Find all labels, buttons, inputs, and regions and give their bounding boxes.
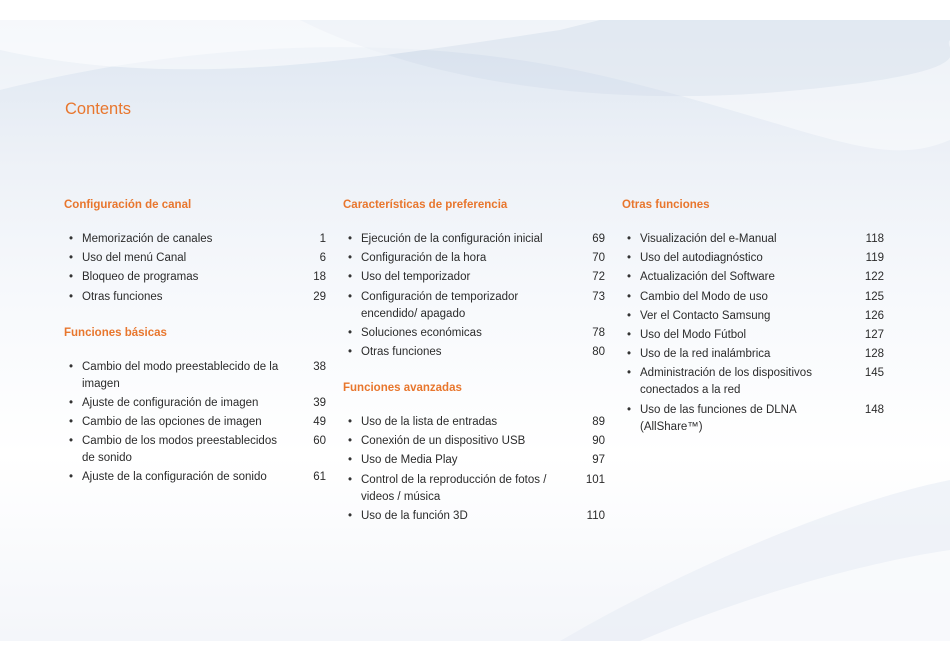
- toc-entry-label: Soluciones económicas: [361, 326, 482, 339]
- toc-entry-label: Configuración de la hora: [361, 252, 487, 265]
- section-heading: Funciones avanzadas: [343, 381, 462, 394]
- toc-entry-page: 1: [319, 233, 326, 245]
- toc-entry-page: 119: [865, 252, 884, 265]
- toc-entry[interactable]: [343, 250, 605, 267]
- toc-entry[interactable]: [343, 472, 605, 506]
- toc-entry-page: 118: [865, 233, 884, 245]
- toc-entry-page: 60: [313, 435, 326, 448]
- bullet-icon: •: [348, 415, 353, 428]
- toc-entry-label: Ver el Contacto Samsung: [640, 309, 771, 322]
- bullet-icon: •: [348, 509, 353, 522]
- toc-entry-page: 126: [864, 309, 884, 322]
- toc-entry[interactable]: [622, 346, 884, 363]
- toc-entry-label: Otras funciones: [361, 345, 442, 358]
- bullet-icon: •: [69, 360, 74, 373]
- bullet-icon: •: [69, 471, 74, 484]
- toc-list: [64, 231, 326, 306]
- toc-entry-label: Bloqueo de programas: [82, 271, 199, 284]
- toc-column-2: [343, 198, 605, 527]
- toc-entry-label: Cambio del Modo de uso: [640, 290, 768, 303]
- toc-entry[interactable]: [343, 508, 605, 525]
- toc-entry[interactable]: [64, 250, 326, 267]
- toc-entry[interactable]: [64, 469, 326, 486]
- bullet-icon: •: [348, 454, 353, 467]
- toc-section: [64, 198, 326, 306]
- toc-entry-page: 110: [586, 509, 605, 522]
- bullet-icon: •: [69, 271, 74, 284]
- toc-entry[interactable]: [64, 269, 326, 286]
- toc-entry[interactable]: [64, 395, 326, 412]
- bullet-icon: •: [69, 415, 74, 428]
- toc-entry[interactable]: [343, 231, 605, 248]
- toc-entry-page: 128: [864, 348, 884, 361]
- toc-entry[interactable]: [343, 433, 605, 450]
- toc-entry[interactable]: [622, 402, 884, 436]
- toc-list: [622, 231, 884, 436]
- toc-entry-label: Cambio de las opciones de imagen: [82, 415, 262, 428]
- toc-entry[interactable]: [64, 231, 326, 248]
- toc-entry-page: 70: [592, 252, 605, 265]
- toc-entry-page: 6: [319, 252, 326, 265]
- toc-entry[interactable]: [622, 269, 884, 286]
- toc-entry[interactable]: [622, 289, 884, 306]
- toc-entry-label: Visualización del e-Manual: [640, 233, 777, 245]
- bullet-icon: •: [69, 435, 74, 448]
- toc-entry-page: 39: [313, 396, 326, 409]
- toc-entry-label: Ajuste de configuración de imagen: [82, 396, 259, 409]
- toc-entry-page: 122: [864, 271, 884, 284]
- bullet-icon: •: [627, 233, 632, 245]
- toc-entry-label: Configuración de temporizador encendido/ apagado: [361, 290, 519, 320]
- toc-entry-label: Uso de las funciones de DLNA (AllShare™): [640, 403, 796, 433]
- bullet-icon: •: [627, 367, 632, 380]
- bullet-icon: •: [627, 403, 632, 416]
- toc-entry[interactable]: [622, 231, 884, 248]
- toc-entry-label: Ajuste de la configuración de sonido: [82, 471, 267, 484]
- bullet-icon: •: [348, 252, 353, 265]
- toc-column-3: [622, 198, 884, 438]
- bullet-icon: •: [348, 435, 353, 448]
- toc-entry-label: Uso del autodiagnóstico: [640, 252, 763, 265]
- toc-entry[interactable]: [622, 327, 884, 344]
- bullet-icon: •: [69, 396, 74, 409]
- toc-entry-page: 29: [313, 290, 326, 303]
- toc-entry[interactable]: [622, 250, 884, 267]
- toc-entry-label: Uso de la función 3D: [361, 509, 468, 522]
- bullet-icon: •: [69, 252, 74, 265]
- toc-entry-label: Conexión de un dispositivo USB: [361, 435, 526, 448]
- bullet-icon: •: [348, 233, 353, 245]
- toc-entry-page: 145: [864, 367, 884, 380]
- toc-entry-page: 148: [864, 403, 884, 416]
- toc-entry-label: Otras funciones: [82, 290, 163, 303]
- toc-entry-page: 97: [592, 454, 605, 467]
- toc-entry[interactable]: [64, 433, 326, 467]
- bullet-icon: •: [69, 233, 74, 245]
- bullet-icon: •: [348, 271, 353, 284]
- toc-entry[interactable]: [343, 325, 605, 342]
- toc-entry-label: Actualización del Software: [640, 271, 775, 284]
- bullet-icon: •: [627, 309, 632, 322]
- toc-entry-label: Administración de los dispositivos conectados a la red: [640, 367, 812, 397]
- toc-list: [343, 414, 605, 525]
- bullet-icon: •: [69, 290, 74, 303]
- toc-entry-page: 90: [592, 435, 605, 448]
- toc-entry[interactable]: [622, 365, 884, 399]
- toc-entry[interactable]: [622, 308, 884, 325]
- bullet-icon: •: [627, 252, 632, 265]
- page-title: Contents: [65, 100, 132, 118]
- toc-entry-page: 73: [592, 290, 605, 303]
- section-heading: Características de preferencia: [343, 199, 508, 211]
- toc-entry-label: Memorización de canales: [82, 233, 213, 245]
- toc-section: [343, 198, 605, 361]
- bullet-icon: •: [348, 345, 353, 358]
- toc-entry-page: 72: [592, 271, 605, 284]
- toc-entry-label: Uso de la lista de entradas: [361, 415, 498, 428]
- toc-entry-label: Cambio del modo preestablecido de la imagen: [82, 360, 279, 390]
- toc-entry-label: Cambio de los modos preestablecidos de sonido: [82, 435, 277, 465]
- toc-entry[interactable]: [343, 452, 605, 469]
- section-heading: Otras funciones: [622, 199, 710, 211]
- toc-entry-page: 80: [592, 345, 605, 358]
- toc-entry-page: 127: [864, 328, 884, 341]
- bullet-icon: •: [348, 326, 353, 339]
- toc-list: [343, 231, 605, 361]
- bullet-icon: •: [627, 348, 632, 361]
- toc-column-1: [64, 198, 326, 489]
- toc-entry-label: Control de la reproducción de fotos / videos / música: [361, 473, 547, 503]
- toc-entry[interactable]: [343, 289, 605, 323]
- toc-entry[interactable]: [343, 344, 605, 361]
- toc-entry-page: 78: [592, 326, 605, 339]
- section-heading: Configuración de canal: [64, 199, 192, 211]
- toc-section: [64, 326, 326, 487]
- bullet-icon: •: [627, 271, 632, 284]
- toc-list: [64, 359, 326, 487]
- toc-entry-page: 49: [313, 415, 326, 428]
- toc-entry-page: 61: [313, 471, 326, 484]
- toc-entry-page: 38: [313, 360, 326, 373]
- toc-entry-page: 18: [313, 271, 326, 284]
- toc-entry-label: Uso del temporizador: [361, 271, 471, 284]
- toc-entry[interactable]: [64, 414, 326, 431]
- toc-entry-page: 101: [585, 473, 605, 486]
- toc-entry-label: Uso del Modo Fútbol: [640, 328, 747, 341]
- toc-entry-label: Ejecución de la configuración inicial: [361, 233, 543, 245]
- toc-section: [622, 198, 884, 436]
- toc-entry[interactable]: [64, 289, 326, 306]
- toc-entry-label: Uso del menú Canal: [82, 252, 187, 265]
- toc-entry-page: 125: [864, 290, 884, 303]
- section-heading: Funciones básicas: [64, 326, 167, 339]
- toc-entry-page: 89: [592, 415, 605, 428]
- toc-entry-label: Uso de la red inalámbrica: [640, 348, 771, 361]
- toc-entry-label: Uso de Media Play: [361, 454, 458, 467]
- bullet-icon: •: [627, 328, 632, 341]
- toc-entry-page: 69: [592, 233, 605, 245]
- bullet-icon: •: [348, 473, 353, 486]
- toc-entry[interactable]: [343, 414, 605, 431]
- toc-entry[interactable]: [343, 269, 605, 286]
- toc-section: [343, 381, 605, 525]
- bullet-icon: •: [627, 290, 632, 303]
- toc-entry[interactable]: [64, 359, 326, 393]
- bullet-icon: •: [348, 290, 353, 303]
